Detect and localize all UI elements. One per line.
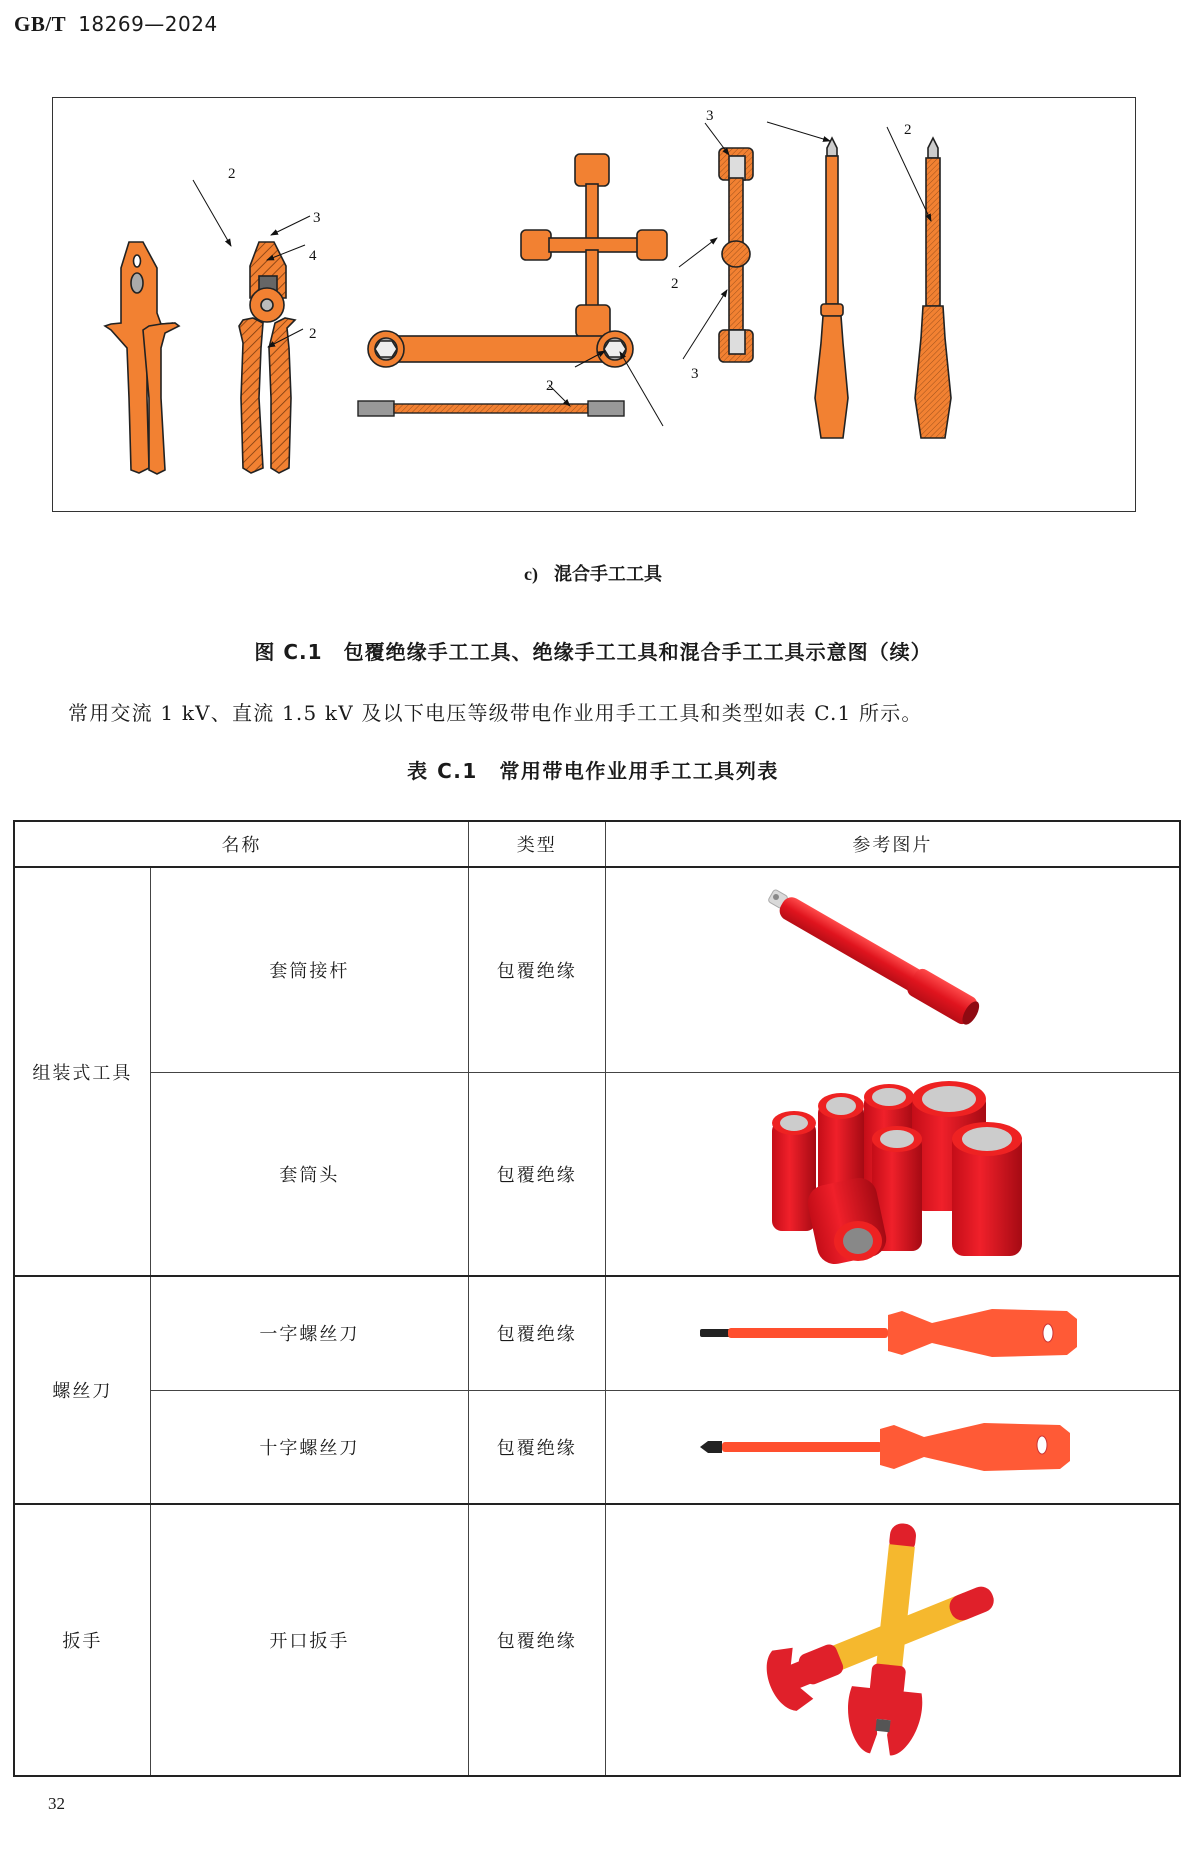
type-cell: 包覆绝缘 [468,867,605,1072]
pliers-section-icon [239,242,295,473]
tools-table [13,820,1181,1777]
phillips-screwdriver-image [692,1407,1092,1487]
socket-extension-bar-image [742,880,1042,1060]
svg-text:2: 2 [904,122,912,138]
reference-image-cell [605,1276,1180,1390]
name-cell: 一字螺丝刀 [150,1276,468,1390]
screwdriver-insulated-icon [815,138,848,438]
subcaption-text: 混合手工工具 [553,564,662,585]
name-cell: 十字螺丝刀 [150,1390,468,1504]
type-cell: 包覆绝缘 [468,1276,605,1390]
ring-wrench-side-icon [358,401,624,416]
table-header-row [14,821,1180,867]
table-row [14,867,1180,1072]
screwdriver-section-icon [915,138,951,438]
standard-number: 18269—2024 [78,12,218,36]
table-row [14,1504,1180,1776]
name-cell: 开口扳手 [150,1504,468,1776]
ring-wrench-icon [368,331,633,367]
type-cell: 包覆绝缘 [468,1072,605,1276]
type-cell: 包覆绝缘 [468,1390,605,1504]
reference-image-cell [605,1072,1180,1276]
table-title: 表 C.1 常用带电作业用手工工具列表 [407,759,779,783]
socket-heads-image [762,1081,1022,1266]
standard-code: GB/T [14,12,67,36]
svg-text:3: 3 [313,210,321,226]
subcaption-letter: c) [524,564,538,584]
svg-text:2: 2 [546,378,554,394]
name-cell: 套筒头 [150,1072,468,1276]
figure-title: 图 C.1 包覆绝缘手工工具、绝缘手工工具和混合手工工具示意图（续） [254,640,932,664]
header-reference-image: 参考图片 [605,821,1180,867]
group-cell: 组装式工具 [14,867,150,1276]
standard-header [14,12,218,37]
box-wrench-section-icon [719,148,753,362]
reference-image-cell [605,1504,1180,1776]
figure-illustration [52,97,1136,512]
svg-text:4: 4 [309,248,317,264]
table-row [14,1072,1180,1276]
svg-text:2: 2 [671,276,679,292]
svg-text:3: 3 [691,366,699,382]
body-paragraph: 常用交流 1 kV、直流 1.5 kV 及以下电压等级带电作业用手工工具和类型如表 C.1 所示。 [68,701,923,725]
svg-text:2: 2 [228,166,236,182]
pliers-insulated-icon [105,242,179,474]
name-cell: 套筒接杆 [150,867,468,1072]
table-row [14,1390,1180,1504]
figure-subcaption [0,560,1186,586]
svg-text:3: 3 [706,108,714,124]
header-name: 名称 [14,821,468,867]
reference-image-cell [605,1390,1180,1504]
reference-image-cell [605,867,1180,1072]
table-row [14,1276,1180,1390]
svg-text:2: 2 [309,326,317,342]
type-cell: 包覆绝缘 [468,1504,605,1776]
hand-tools-diagram [53,98,1137,513]
header-type: 类型 [468,821,605,867]
page-number: 32 [48,1794,65,1813]
cross-wrench-icon [521,154,667,337]
group-cell: 扳手 [14,1504,150,1776]
group-cell: 螺丝刀 [14,1276,150,1504]
flat-screwdriver-image [692,1293,1092,1373]
open-end-wrenches-image [757,1515,1027,1765]
